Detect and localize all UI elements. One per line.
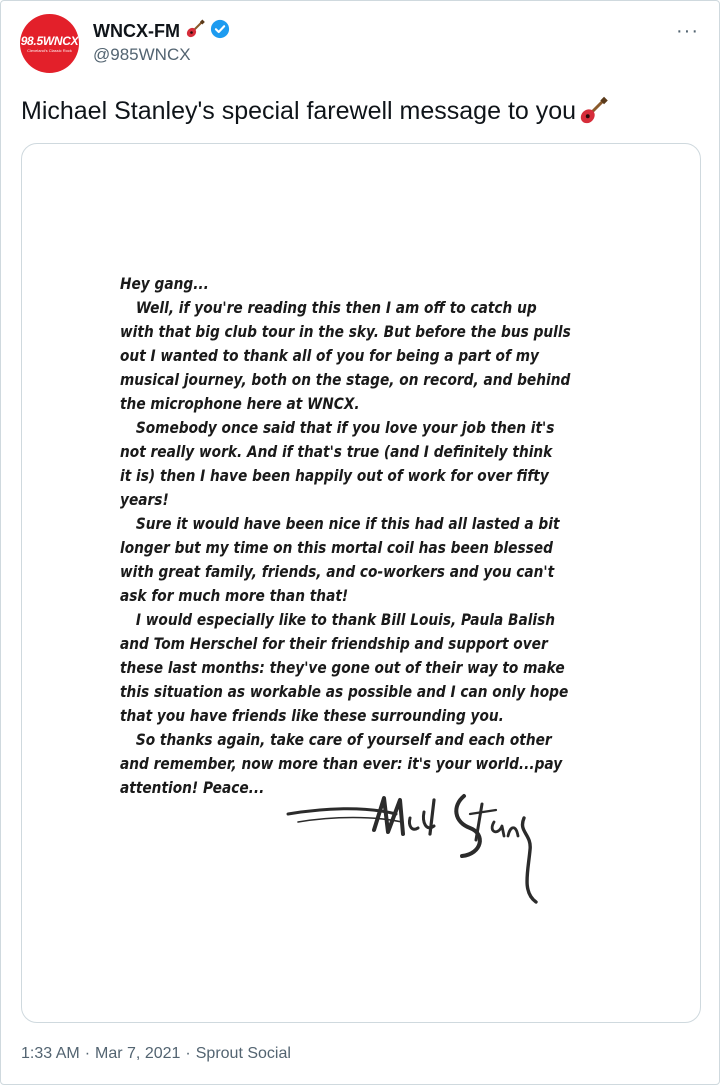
signature <box>284 792 574 907</box>
letter-line: ask for much more than that! <box>120 587 349 605</box>
letter-line: Sure it would have been nice if this had all lasted a bit <box>135 515 560 533</box>
tweet-text <box>21 96 608 126</box>
guitar-icon <box>185 19 205 44</box>
letter-line: musical journey, both on the stage, on record, and behind <box>120 371 571 389</box>
tweet-source[interactable]: Sprout Social <box>195 1045 291 1062</box>
letter-line: Hey gang... <box>120 275 209 293</box>
letter-line: I would especially like to thank Bill Louis, Paula Balish <box>135 611 556 629</box>
display-name[interactable]: WNCX-FM <box>93 20 180 41</box>
letter-line: and remember, now more than ever: it's your world...pay <box>120 755 563 773</box>
letter-line: not really work. And if that's true (and I definitely think <box>120 443 553 461</box>
letter-line: with that big club tour in the sky. But before the bus pulls <box>120 323 571 341</box>
avatar[interactable] <box>20 14 79 73</box>
tweet-meta <box>21 1045 291 1063</box>
author-name-row <box>93 19 230 43</box>
media-image[interactable] <box>21 143 701 1023</box>
tweet-date[interactable]: Mar 7, 2021 <box>95 1045 181 1062</box>
letter-line: So thanks again, take care of yourself and each other <box>135 731 552 749</box>
guitar-icon <box>578 96 608 126</box>
letter-line: attention! Peace... <box>120 779 265 797</box>
signature-text: Michael Stanley <box>284 792 292 793</box>
letter-line: that you have friends like these surrounding you. <box>120 707 504 725</box>
handle[interactable]: @985WNCX <box>93 45 191 64</box>
letter-line: and Tom Herschel for their friendship and support over <box>120 635 548 653</box>
letter-line: these last months: they've gone out of their way to make <box>120 659 565 677</box>
letter-line: Somebody once said that if you love your job then it's <box>135 419 555 437</box>
tweet-time[interactable]: 1:33 AM <box>21 1045 80 1062</box>
letter-line: years! <box>120 491 169 509</box>
verified-badge-icon <box>210 19 230 44</box>
avatar-tagline: Cleveland's Classic Rock <box>27 47 72 53</box>
letter-line: it is) then I have been happily out of work for over fifty <box>120 467 549 485</box>
letter-line: longer but my time on this mortal coil has been blessed <box>120 539 553 557</box>
more-icon[interactable]: ··· <box>676 20 699 42</box>
letter-line: with great family, friends, and co-workers and you can't <box>120 563 555 581</box>
meta-separator: · <box>84 1045 91 1062</box>
letter-line: the microphone here at WNCX. <box>120 395 360 413</box>
meta-separator: · <box>185 1045 191 1062</box>
letter-line: out I wanted to thank all of you for being a part of my <box>120 347 539 365</box>
avatar-logo: 98.5WNCX <box>20 33 79 48</box>
letter-line: Well, if you're reading this then I am off to catch up <box>135 299 537 317</box>
tweet-text-content: Michael Stanley's special farewell message to you <box>21 96 577 125</box>
handwritten-letter <box>120 272 571 800</box>
letter-line: this situation as workable as possible and I can only hope <box>120 683 569 701</box>
